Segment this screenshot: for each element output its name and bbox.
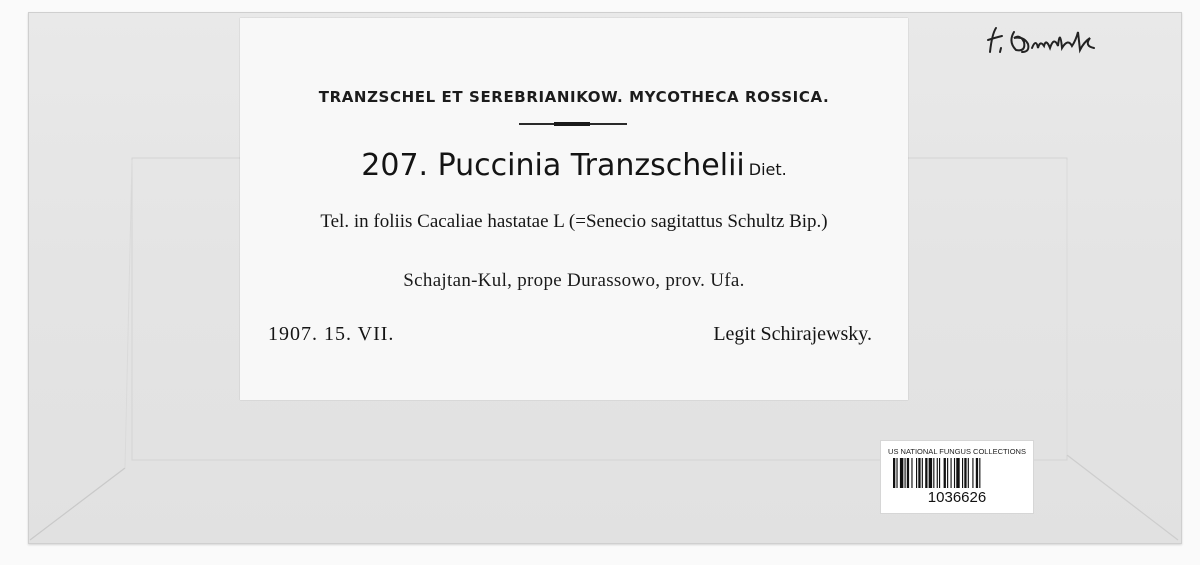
barcode-bar — [956, 458, 959, 488]
species-heading — [240, 148, 908, 183]
barcode-bar — [925, 458, 927, 488]
species-name: 207. Puccinia Tranzschelii — [361, 148, 745, 183]
barcode-bar — [916, 458, 917, 488]
barcode-bar — [964, 458, 966, 488]
barcode-number: 1036626 — [927, 489, 987, 506]
host-line: Tel. in foliis Cacaliae hastatae L (=Senecio sagitattus Schultz Bip.) — [320, 211, 828, 232]
specimen-label — [240, 18, 908, 400]
collector: Legit Schirajewsky. — [713, 323, 872, 345]
locality-line: Schajtan-Kul, prope Durassowo, prov. Ufa. — [403, 270, 745, 291]
barcode-bar — [954, 458, 955, 488]
barcode-bar — [900, 458, 903, 488]
barcode-institution: US NATIONAL FUNGUS COLLECTIONS — [888, 447, 1026, 456]
barcode-bar — [976, 458, 978, 488]
barcode-bar — [905, 458, 906, 488]
barcode-bar — [893, 458, 895, 488]
barcode-bar — [911, 458, 912, 488]
barcode-bar — [962, 458, 963, 488]
barcode-bar — [979, 458, 980, 488]
barcode-bar — [933, 458, 934, 488]
barcode-bar — [922, 458, 923, 488]
barcode-bar — [929, 458, 932, 488]
barcode-bar — [968, 458, 969, 488]
series-title: TRANZSCHEL ET SEREBRIANIKOW. MYCOTHECA ROSSICA. — [318, 88, 830, 106]
barcode-bar — [951, 458, 952, 488]
barcode-bar — [972, 458, 973, 488]
collection-date: 1907. 15. VII. — [268, 323, 395, 345]
handwritten-signature — [980, 22, 1130, 62]
barcode-bar — [944, 458, 946, 488]
barcode-bar — [939, 458, 940, 488]
barcode-bar — [918, 458, 920, 488]
barcode-bar — [937, 458, 938, 488]
barcode-bar — [907, 458, 909, 488]
barcode-bars — [893, 458, 1021, 488]
barcode-bar — [896, 458, 897, 488]
barcode-bar — [947, 458, 948, 488]
species-author: Diet. — [748, 160, 787, 179]
title-divider-center — [554, 122, 590, 126]
barcode-label — [880, 440, 1034, 514]
